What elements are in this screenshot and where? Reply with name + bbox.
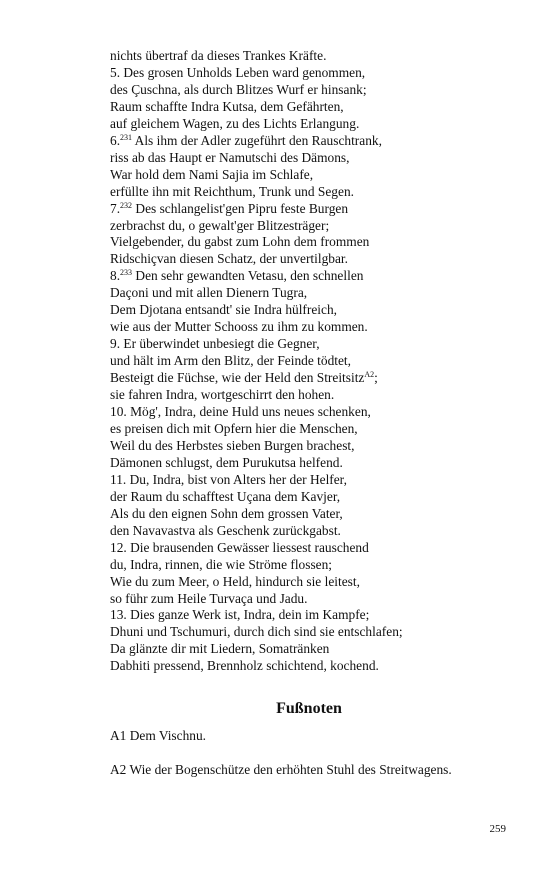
verse-line — [110, 167, 530, 184]
verse-line — [110, 302, 530, 319]
verse-line — [110, 116, 530, 133]
verse-line — [110, 99, 530, 116]
verse-line — [110, 201, 530, 218]
verse-number: 6. — [110, 132, 121, 148]
verse-text: Weil du des Herbstes sieben Burgen brachest, — [110, 437, 355, 453]
verse-line — [110, 353, 530, 370]
verse-text: 5. Des grosen Unholds Leben ward genommen, — [110, 64, 366, 80]
verse-line — [110, 557, 530, 574]
verse-line — [110, 489, 530, 506]
verse-line — [110, 506, 530, 523]
verse-text: Dem Djotana entsandt' sie Indra hülfreich, — [110, 302, 338, 318]
verse-line — [110, 218, 530, 235]
verse-text: den Navavastva als Geschenk zurückgabst. — [110, 522, 341, 538]
verse-text: es preisen dich mit Opfern hier die Menschen, — [110, 420, 358, 436]
verse-text: riss ab das Haupt er Namutschi des Dämons, — [110, 149, 350, 165]
verse-block — [110, 48, 530, 675]
verse-punctuation: ; — [374, 370, 378, 386]
verse-text: und hält im Arm den Blitz, der Feinde tödtet, — [110, 353, 351, 369]
verse-text: Vielgebender, du gabst zum Lohn dem frommen — [110, 234, 370, 250]
verse-text: auf gleichem Wagen, zu des Lichts Erlangung. — [110, 115, 360, 131]
verse-text: Als du den eignen Sohn dem grossen Vater, — [110, 505, 343, 521]
verse-line — [110, 133, 530, 150]
footnote-ref: 232 — [120, 200, 133, 210]
verse-text: der Raum du schafftest Uçana dem Kavjer, — [110, 488, 341, 504]
verse-line — [110, 607, 530, 624]
verse-line — [110, 421, 530, 438]
verse-line — [110, 523, 530, 540]
verse-text: Dämonen schlugst, dem Purukutsa helfend. — [110, 454, 343, 470]
footnote-ref[interactable]: A2 — [364, 370, 375, 380]
page-number: 259 — [489, 823, 506, 835]
verse-number: 8. — [110, 268, 121, 284]
footnote-ref: 231 — [120, 132, 133, 142]
verse-text: Raum schaffte Indra Kutsa, dem Gefährten, — [110, 98, 344, 114]
verse-text: so führ zum Heile Turvaça und Jadu. — [110, 590, 308, 606]
verse-line — [110, 150, 530, 167]
verse-line — [110, 455, 530, 472]
verse-text: wie aus der Mutter Schooss zu ihm zu kommen. — [110, 319, 368, 335]
verse-line — [110, 472, 530, 489]
verse-text: 11. Du, Indra, bist von Alters her der Helfer, — [110, 471, 347, 487]
verse-line — [110, 404, 530, 421]
verse-text: Ridschiçvan diesen Schatz, der unvertilgbar. — [110, 251, 348, 267]
footnote-a2: A2 Wie der Bogenschütze den erhöhten Stuhl des Streitwagens. — [110, 762, 452, 777]
verse-text: sie fahren Indra, wortgeschirrt den hohen. — [110, 387, 335, 403]
verse-text: War hold dem Nami Sajia im Schlafe, — [110, 166, 314, 182]
verse-line — [110, 251, 530, 268]
verse-text: erfüllte ihn mit Reichthum, Trunk und Segen. — [110, 183, 354, 199]
verse-line — [110, 268, 530, 285]
verse-text: Daçoni und mit allen Dienern Tugra, — [110, 285, 308, 301]
verse-text: Als ihm der Adler zugeführt den Rauschtrank, — [132, 132, 382, 148]
verse-text: 9. Er überwindet unbesiegt die Gegner, — [110, 336, 320, 352]
verse-line — [110, 48, 530, 65]
verse-line — [110, 234, 530, 251]
verse-number: 7. — [110, 200, 121, 216]
verse-line — [110, 624, 530, 641]
verse-line — [110, 387, 530, 404]
verse-text: Dabhiti pressend, Brennholz schichtend, kochend. — [110, 658, 379, 674]
verse-line — [110, 574, 530, 591]
verse-line — [110, 82, 530, 99]
verse-text: zerbrachst du, o gewalt'ger Blitzesträger; — [110, 217, 330, 233]
verse-text: nichts übertraf da dieses Trankes Kräfte. — [110, 48, 327, 63]
verse-line — [110, 285, 530, 302]
footnote-ref: 233 — [120, 268, 133, 278]
verse-line — [110, 370, 530, 387]
verse-line — [110, 184, 530, 201]
verse-text: Des schlangelist'gen Pipru feste Burgen — [132, 200, 349, 216]
verse-line — [110, 319, 530, 336]
verse-line — [110, 641, 530, 658]
verse-text: Den sehr gewandten Vetasu, den schnellen — [132, 268, 364, 284]
footnote-a1: A1 Dem Vischnu. — [110, 728, 207, 743]
verse-text: Dhuni und Tschumuri, durch dich sind sie entschlafen; — [110, 624, 403, 640]
verse-text: 10. Mög', Indra, deine Huld uns neues schenken, — [110, 404, 371, 420]
verse-text: 12. Die brausenden Gewässer liessest rauschend — [110, 539, 369, 555]
verse-line — [110, 540, 530, 557]
verse-line — [110, 438, 530, 455]
verse-line — [110, 591, 530, 608]
verse-line — [110, 65, 530, 82]
footnotes-heading: Fußnoten — [276, 700, 342, 717]
verse-line — [110, 658, 530, 675]
verse-text: 13. Dies ganze Werk ist, Indra, dein im Kampfe; — [110, 607, 370, 623]
verse-text: Da glänzte dir mit Liedern, Somatränken — [110, 641, 330, 657]
verse-line — [110, 336, 530, 353]
verse-text: Wie du zum Meer, o Held, hindurch sie leitest, — [110, 573, 360, 589]
verse-text: du, Indra, rinnen, die wie Ströme flossen; — [110, 556, 333, 572]
verse-text: des Çuschna, als durch Blitzes Wurf er hinsank; — [110, 81, 367, 97]
verse-text: Besteigt die Füchse, wie der Held den Streitsitz — [110, 370, 365, 386]
